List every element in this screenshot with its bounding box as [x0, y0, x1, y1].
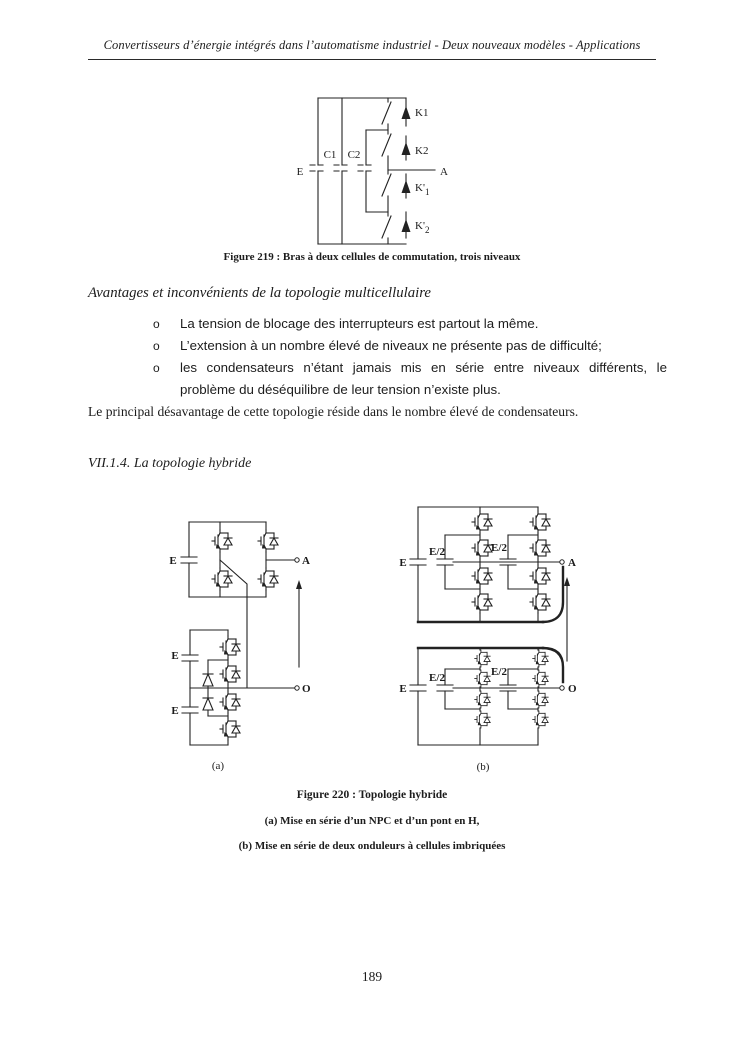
hbridge-wires: [181, 522, 299, 688]
label-e-npc-top: E: [171, 650, 179, 662]
label-e2-unit1-right: E/2: [491, 542, 507, 554]
label-e-unit1: E: [399, 557, 407, 569]
label-k1: K1: [415, 107, 429, 119]
label-e-hbridge: E: [169, 555, 177, 567]
figure-220b-diagram: [395, 495, 595, 777]
label-c1: C1: [323, 149, 337, 161]
figure-219-diagram: [285, 88, 470, 260]
caption-figure-220: Figure 220 : Topologie hybride: [296, 789, 448, 801]
label-k1-prime: $K'_1$: [415, 182, 430, 197]
label-c2: C2: [347, 149, 361, 161]
header-rule: [88, 59, 656, 60]
subcaption-b: (b) Mise en série de deux onduleurs à cellules imbriquées: [238, 840, 506, 852]
header-title: Convertisseurs d’énergie intégrés dans l’automatisme industriel - Deux nouveaux modèles - Applications: [103, 38, 641, 52]
label-e-npc-bottom: E: [171, 705, 179, 717]
advantages-heading: Avantages et inconvénients de la topologie multicellulaire: [88, 285, 431, 301]
label-e2-unit2-right: E/2: [491, 666, 507, 678]
bullet-item: [153, 313, 667, 335]
bullet-item: [153, 335, 667, 357]
bullet-text: les condensateurs n’étant jamais mis en série entre niveaux différents, le problème du déséquilibre de leur tension n’existe plus.: [180, 360, 667, 397]
npc-wires: [182, 580, 302, 745]
page-number: 189: [361, 969, 383, 984]
label-a-terminal: A: [302, 555, 310, 567]
bullet-marker: o: [153, 361, 160, 375]
bullet-marker: o: [153, 317, 160, 331]
label-a-terminal-b: A: [568, 557, 576, 569]
bullet-text: L’extension à un nombre élevé de niveaux ne présente pas de difficulté;: [180, 338, 602, 353]
bullet-text: La tension de blocage des interrupteurs est partout la même.: [180, 316, 539, 331]
bullet-item: [153, 357, 667, 401]
label-subfigure-b: (b): [476, 761, 490, 773]
label-e2-unit1-left: E/2: [429, 546, 445, 558]
caption-figure-219: Figure 219 : Bras à deux cellules de commutation, trois niveaux: [223, 251, 521, 263]
label-e2-unit2-left: E/2: [429, 672, 445, 684]
bullet-list: [153, 313, 667, 401]
hybrid-section-heading: VII.1.4. La topologie hybride: [88, 456, 252, 471]
figure-220a-diagram: [160, 500, 350, 775]
label-e-source: E: [296, 166, 304, 178]
label-a-output: A: [440, 166, 448, 178]
body-paragraph: Le principal désavantage de cette topologie réside dans le nombre élevé de condensateurs.: [88, 404, 579, 419]
subcaption-a: (a) Mise en série d’un NPC et d’un pont en H,: [264, 815, 480, 827]
label-k2: K2: [415, 145, 429, 157]
label-e-unit2: E: [399, 683, 407, 695]
bullet-marker: o: [153, 339, 160, 353]
label-o-terminal-b: O: [568, 683, 577, 695]
unit1-wires: [410, 507, 564, 622]
label-k2-prime: $K'_2$: [415, 220, 430, 235]
label-o-terminal: O: [302, 683, 311, 695]
label-subfigure-a: (a): [211, 760, 225, 772]
